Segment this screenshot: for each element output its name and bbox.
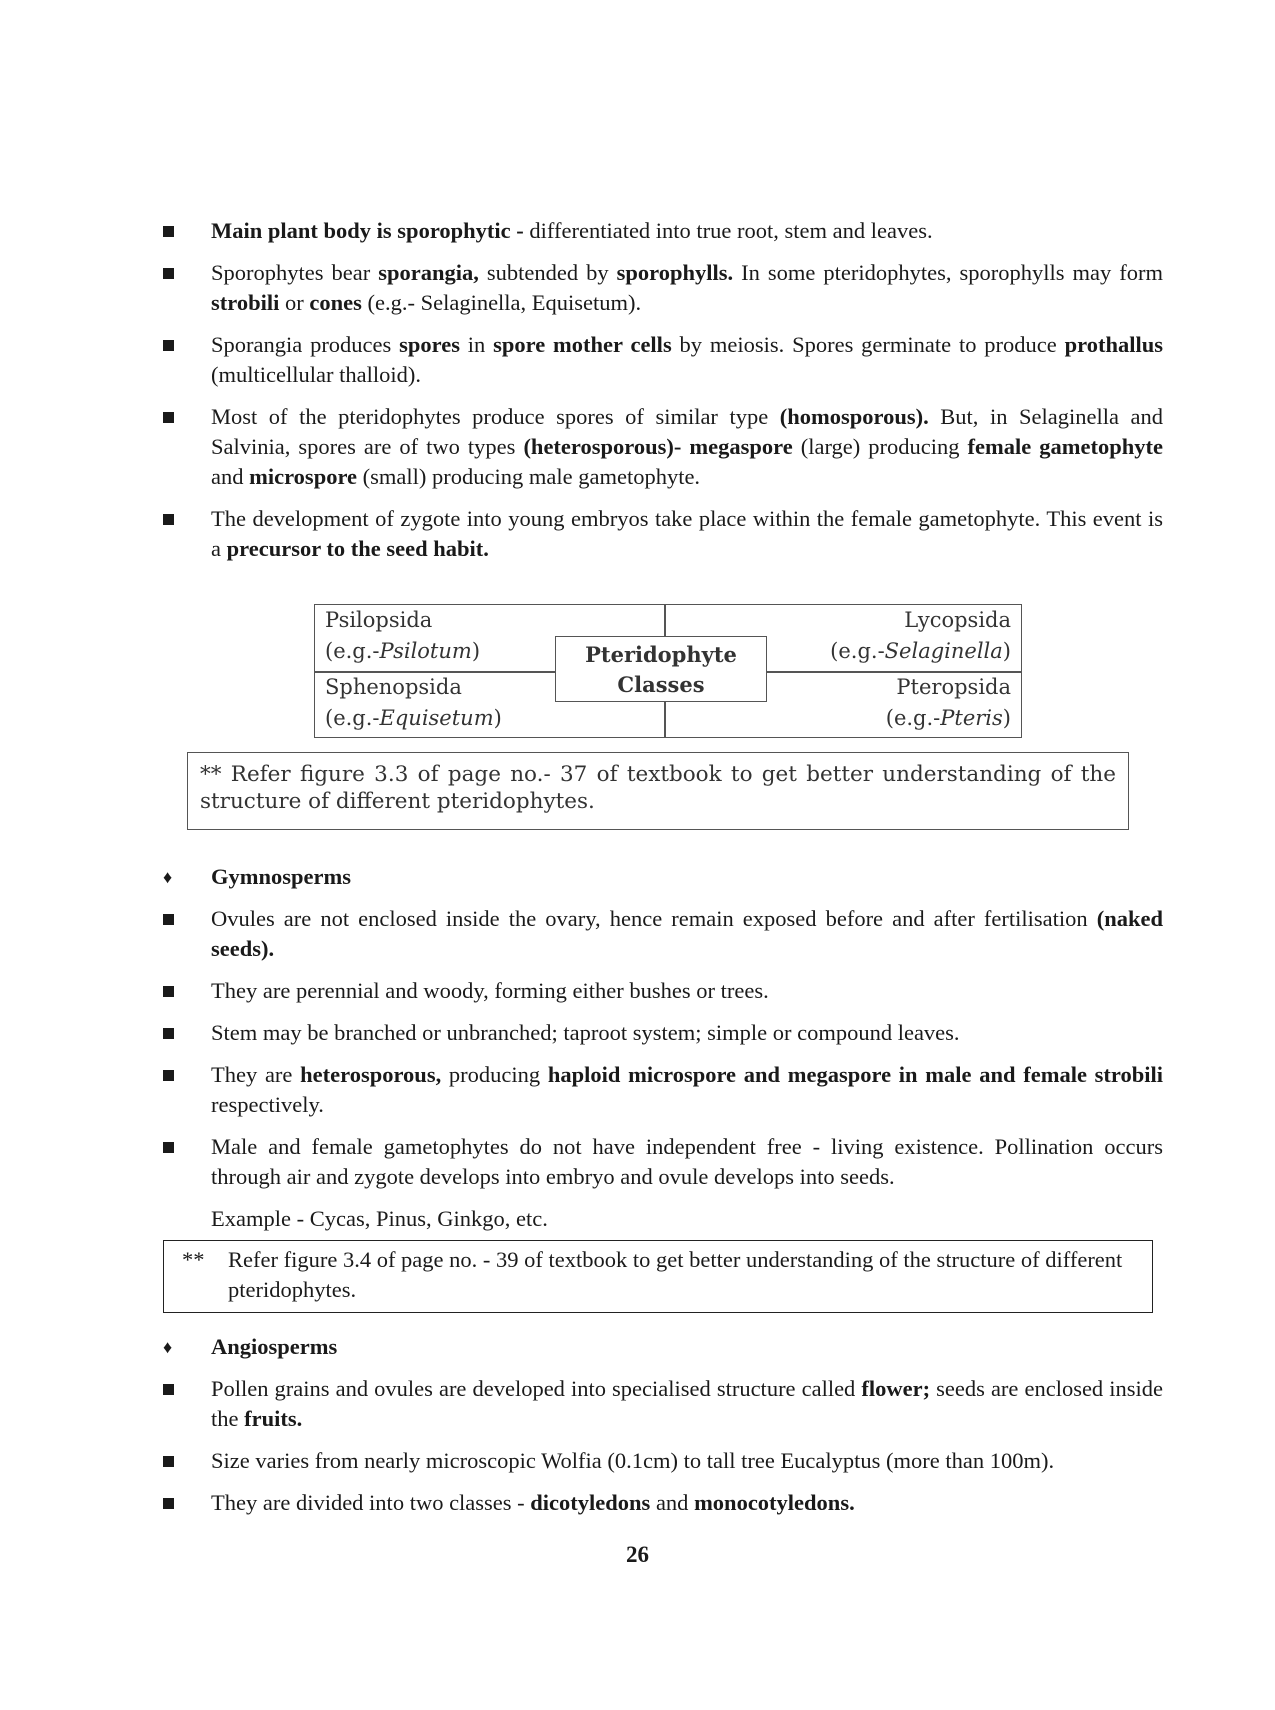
bullet-square-icon xyxy=(163,402,183,423)
bullet-item xyxy=(163,1132,1163,1192)
example-text: Example - Cycas, Pinus, Ginkgo, etc. xyxy=(211,1206,548,1231)
bullet-item xyxy=(163,258,1163,318)
bullet-item xyxy=(163,1446,1163,1476)
bullet-text: They are perennial and woody, forming either bushes or trees. xyxy=(211,978,769,1003)
class-psilopsida: Psilopsida (e.g.-Psilotum) xyxy=(325,608,481,663)
bullet-square-icon xyxy=(163,1132,183,1153)
bullet-text: Ovules are not enclosed inside the ovary, hence remain exposed before and after fertilisation (naked seeds). xyxy=(211,906,1163,961)
bullet-text: Most of the pteridophytes produce spores of similar type (homosporous). But, in Selaginella and Salvinia, spores are of two types (heterosporous)- megaspore (large) producing female gametophyte and microspore (small) producing male gametophyte. xyxy=(211,404,1163,489)
class-pteropsida: Pteropsida (e.g.-Pteris) xyxy=(885,675,1011,730)
bullet-square-icon xyxy=(163,1446,183,1467)
bullet-item xyxy=(163,1374,1163,1434)
bullet-item xyxy=(163,976,1163,1006)
diagram-center-title: Pteridophyte Classes xyxy=(555,636,767,702)
bullet-text: Male and female gametophytes do not have independent free - living existence. Pollination occurs through air and zygote develops into embryo and ovule develops into seeds. xyxy=(211,1134,1163,1189)
bullet-square-icon xyxy=(163,504,183,525)
bullet-text: Pollen grains and ovules are developed into specialised structure called flower; seeds are enclosed inside the fruits. xyxy=(211,1376,1163,1431)
bullet-text: Size varies from nearly microscopic Wolfia (0.1cm) to tall tree Eucalyptus (more than 100m). xyxy=(211,1448,1055,1473)
diamond-bullet-icon: ♦ xyxy=(163,1337,173,1357)
bullet-square-icon xyxy=(163,1488,183,1509)
bullet-square-icon xyxy=(163,904,183,925)
bullet-text: Sporophytes bear sporangia, subtended by sporophylls. In some pteridophytes, sporophylls may form strobili or cones (e.g.- Selaginella, Equisetum). xyxy=(211,260,1164,315)
bullet-text: Sporangia produces spores in spore mother cells by meiosis. Spores germinate to produce prothallus (multicellular thalloid). xyxy=(211,332,1163,387)
reference-note: ** Refer figure 3.3 of page no.- 37 of textbook to get better understanding of the structure of different pteridophytes. xyxy=(187,752,1129,830)
bullet-square-icon xyxy=(163,1018,183,1039)
bullet-square-icon xyxy=(163,1060,183,1081)
bullet-item xyxy=(163,330,1163,390)
bullet-text: They are heterosporous, producing haploid microspore and megaspore in male and female strobili respectively. xyxy=(211,1062,1163,1117)
bullet-item xyxy=(163,216,1163,246)
reference-note xyxy=(163,1240,1153,1313)
bullet-item xyxy=(163,1488,1163,1518)
bullet-text: They are divided into two classes - dicotyledons and monocotyledons. xyxy=(211,1490,855,1515)
note-text: Refer figure 3.4 of page no. - 39 of textbook to get better understanding of the structure of different pteridophytes. xyxy=(228,1247,1123,1302)
bullet-square-icon xyxy=(163,216,183,237)
bullet-item xyxy=(163,504,1163,564)
section-heading: ♦ Gymnosperms xyxy=(163,862,1163,892)
bullet-square-icon xyxy=(163,1374,183,1395)
page-number: 26 xyxy=(626,1542,649,1567)
section-heading: ♦ Angiosperms xyxy=(163,1332,1163,1362)
bullet-square-icon xyxy=(163,330,183,351)
bullet-text: Stem may be branched or unbranched; taproot system; simple or compound leaves. xyxy=(211,1020,960,1045)
bullet-item xyxy=(163,1060,1163,1120)
bullet-square-icon xyxy=(163,976,183,997)
bullet-square-icon xyxy=(163,258,183,279)
bullet-item xyxy=(163,402,1163,492)
class-lycopsida: Lycopsida (e.g.-Selaginella) xyxy=(830,608,1011,663)
bullet-item xyxy=(163,904,1163,964)
bullet-text: The development of zygote into young embryos take place within the female gametophyte. This event is a precursor to the seed habit. xyxy=(211,506,1163,561)
class-sphenopsida: Sphenopsida (e.g.-Equisetum) xyxy=(325,675,502,730)
bullet-text: Main plant body is sporophytic - differentiated into true root, stem and leaves. xyxy=(211,218,933,243)
note-stars: ** xyxy=(182,1247,205,1272)
diamond-bullet-icon: ♦ xyxy=(163,867,173,887)
bullet-item xyxy=(163,1018,1163,1048)
pteridophyte-classes-diagram xyxy=(314,604,1022,738)
